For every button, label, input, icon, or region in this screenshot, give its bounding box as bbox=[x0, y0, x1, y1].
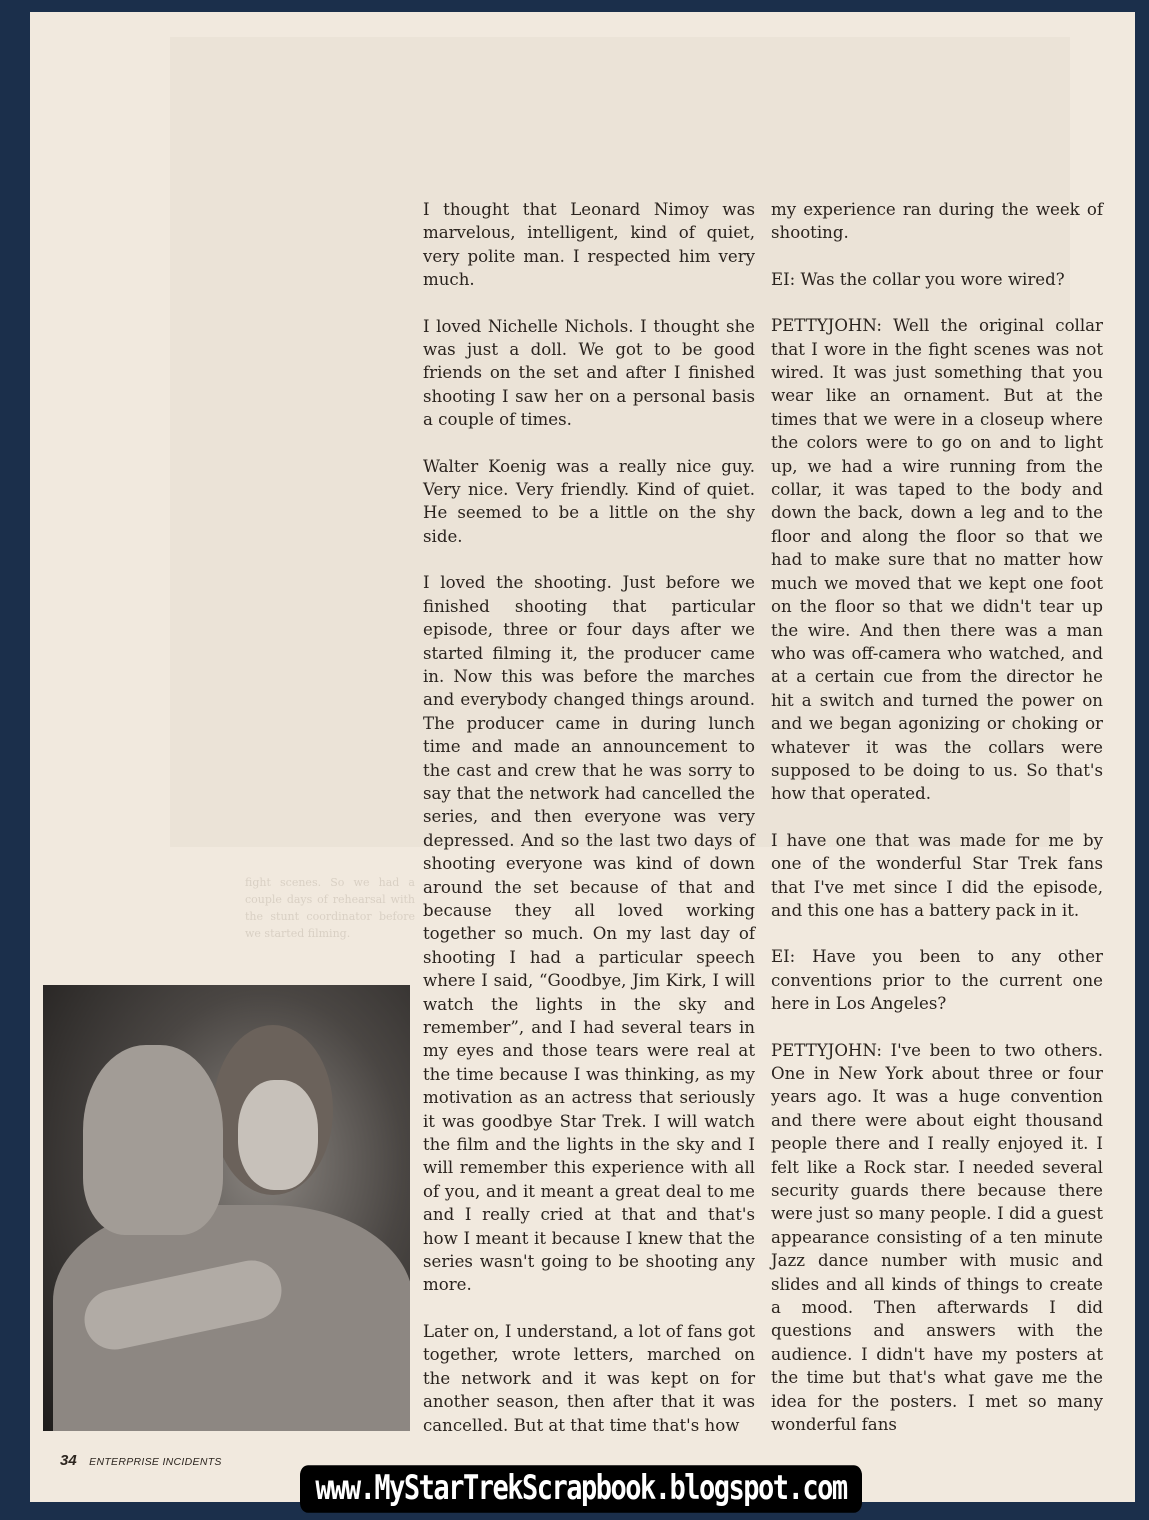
paragraph: I loved Nichelle Nichols. I thought she was just a doll. We got to be good friends on the set and after I finished shooting I saw her on a personal basis a couple of times. bbox=[423, 316, 755, 430]
paragraph: Walter Koenig was a really nice guy. Very nice. Very friendly. Kind of quiet. He seemed to be a little on the shy side. bbox=[423, 456, 755, 546]
paragraph: I loved the shooting. Just before we finished shooting that particular episode, three or four days after we started filming it, the producer came in. Now this was before the marches and everybody changed things around. The producer came in during lunch time and made an announcement to the cast and crew that he was sorry to say that the network had cancelled the series, and then everyone was very depressed. And so the last two days of shooting everyone was kind of down around the set because of that and because they all loved working together so much. On my last day of shooting I had a particular speech where I said, “Goodbye, Jim Kirk, I will watch the lights in the sky and remember”, and I had several tears in my eyes and those tears were real at the time because I was thinking, as my motivation as an actress that seriously it was goodbye Star Trek. I will watch the film and the lights in the sky and I will remember this experience with all of you, and it meant a great deal to me and I really cried at that and that's how I meant it because I knew that the series wasn't going to be shooting any more. bbox=[423, 573, 755, 1295]
paragraph: I thought that Leonard Nimoy was marvelous, intelligent, kind of quiet, very polite man. I respected him very much. bbox=[423, 200, 755, 290]
episode-photo bbox=[43, 985, 410, 1431]
paragraph: EI: Was the collar you wore wired? bbox=[771, 269, 1065, 289]
paragraph: I have one that was made for me by one of the wonderful Star Trek fans that I've met since I did the episode, and this one has a battery pack in it. bbox=[771, 830, 1103, 920]
paragraph: my experience ran during the week of shooting. bbox=[771, 200, 1103, 243]
photo-woman-face bbox=[238, 1080, 318, 1190]
paragraph: EI: Have you been to any other conventions prior to the current one here in Los Angeles? bbox=[771, 947, 1103, 1014]
paragraph: PETTYJOHN: Well the original collar that I wore in the fight scenes was not wired. It was just something that you wear like an ornament. But at the times that we were in a closeup where the colors were to go on and to light up, we had a wire running from the collar, it was taped to the body and down the back, down a leg and to the floor and along the floor so that we had to make sure that no matter how much we moved that we kept one foot on the floor so that we didn't tear up the wire. And then there was a man who was off-camera who watched, and at a certain cue from the director he hit a switch and turned the power on and we began agonizing or choking or whatever it was the collars were supposed to be doing to us. So that's how that operated. bbox=[771, 316, 1103, 804]
magazine-name: ENTERPRISE INCIDENTS bbox=[89, 1456, 222, 1468]
page-footer bbox=[60, 1452, 222, 1470]
paragraph: Later on, I understand, a lot of fans got together, wrote letters, marched on the network and it was kept on for another season, then after that it was cancelled. But at that time that's how bbox=[423, 1321, 755, 1435]
article-column-2 bbox=[771, 198, 1103, 1460]
watermark-url: www.MyStarTrekScrapbook.blogspot.com bbox=[300, 1465, 862, 1513]
photo-man-face bbox=[83, 1045, 223, 1235]
paragraph: PETTYJOHN: I've been to two others. One in New York about three or four years ago. It was a huge convention and there were about eight thousand people there and I really enjoyed it. I felt like a Rock star. I needed several security guards there because there were just so many people. I did a guest appearance consisting of a ten minute Jazz dance number with music and slides and all kinds of things to create a mood. Then afterwards I did questions and answers with the audience. I didn't have my posters at the time but that's what gave me the idea for the posters. I met so many wonderful fans bbox=[771, 1040, 1103, 1435]
page-number: 34 bbox=[60, 1452, 77, 1469]
article-column-1 bbox=[423, 198, 755, 1460]
bleed-through-text: fight scenes. So we had a couple days of rehearsal with the stunt coordinator before we started filming. bbox=[245, 876, 415, 940]
